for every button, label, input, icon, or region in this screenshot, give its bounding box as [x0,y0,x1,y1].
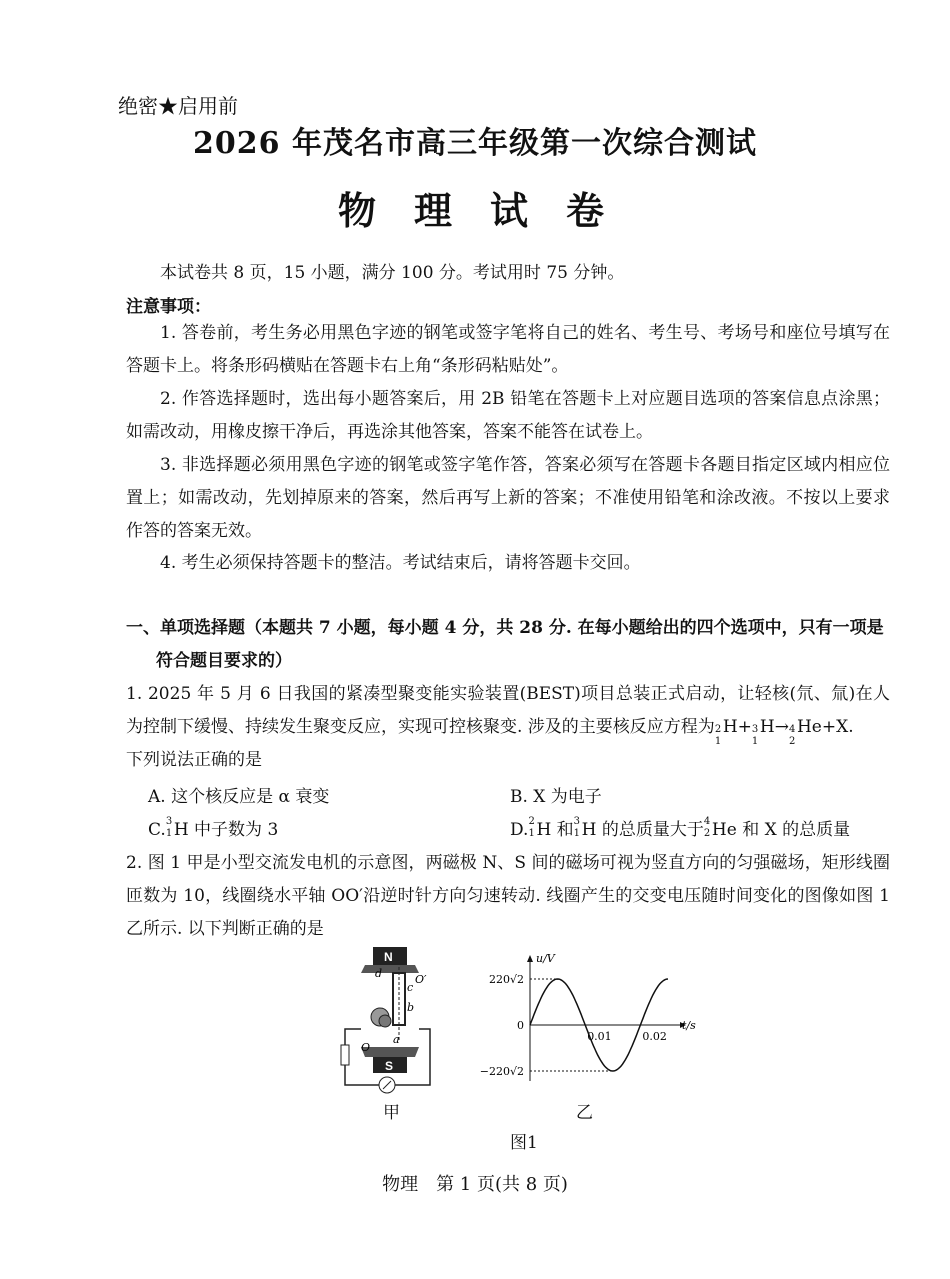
nuclide-he4: 4 2 [788,724,796,747]
x-tick-label: 0.01 [587,1030,612,1043]
subject-title: 物理试卷 [337,188,642,233]
option-b[interactable]: B. X 为电子 [510,787,602,807]
option-d[interactable]: D. 2 1 H 和 3 1 H 的总质量大于 4 2 He 和 X 的总质量 [510,816,851,840]
caption-left: 甲 [383,1103,400,1123]
question-2: 2. 图 1 甲是小型交流发电机的示意图，两磁极 N、S 间的磁场可视为竖直方向的匀强磁场，矩形线圈匝数为 10，线圈绕水平轴 OO′沿逆时针方向匀速转动. 线圈产生的交变电压随时间变化的图像如图 1 乙所示. 以下判断正确的是 [126,853,890,939]
section-heading: 一、单项选择题（本题共 7 小题，每小题 4 分，共 28 分. 在每小题给出的四个选项中，只有一项是符合题目要求的） [126,618,884,671]
note-item-4: 4. 考生必须保持答题卡的整洁。考试结束后，请将答题卡交回。 [160,553,641,573]
x-axis-label: t/s [682,1019,696,1032]
note-item-2: 2. 作答选择题时，选出每小题答案后，用 2B 铅笔在答题卡上对应题目选项的答案信息点涂黑；如需改动，用橡皮擦干净后，再选涂其他答案，答案不能答在试卷上。 [126,389,890,442]
voltage-chart [460,950,700,1100]
y-tick-label: −220√2 [479,1065,524,1078]
notes-heading: 注意事项： [126,297,211,317]
figure-caption: 图1 [510,1133,538,1153]
svg-text:d: d [375,967,383,980]
svg-text:a: a [393,1033,400,1046]
secret-label: 绝密★启用前 [118,94,238,118]
x-tick-label: 0.02 [642,1030,667,1043]
caption-right: 乙 [576,1103,593,1123]
y-axis-arrow [527,955,533,962]
y-tick-label: 220√2 [488,973,524,986]
nuclide-h3: 3 1 [751,724,759,747]
note-item-1: 1. 答卷前，考生务必用黑色字迹的钢笔或签字笔将自己的姓名、考生号、考场号和座位号填写在答题卡上。将条形码横贴在答题卡右上角“条形码粘贴处”。 [126,323,890,376]
intro-text: 本试卷共 8 页，15 小题，满分 100 分。考试用时 75 分钟。 [160,263,625,283]
svg-text:O′: O′ [415,973,427,986]
nuclide-h2: 2 1 [714,724,722,747]
y-tick-label: 0 [517,1019,524,1032]
note-item-3: 3. 非选择题必须用黑色字迹的钢笔或签字笔作答，答案必须写在答题卡各题目指定区域内相应位置上；如需改动，先划掉原来的答案，然后再写上新的答案；不准使用铅笔和涂改液。不按以上要求作答的答案无效。 [126,455,890,541]
question-1-stem-b: 下列说法正确的是 [126,750,262,770]
label-n: N [384,950,393,964]
question-1-stem: 1. 2025 年 5 月 6 日我国的紧凑型聚变能实验装置(BEST)项目总装正式启动，让轻核(氘、氚)在人为控制下缓慢、持续发生聚变反应，实现可控核聚变. 涉及的主要核反应方程为 [126,684,890,737]
option-a[interactable]: A. 这个核反应是 α 衰变 [148,787,330,807]
svg-text:c: c [407,981,414,994]
question-1: 1. 2025 年 5 月 6 日我国的紧凑型聚变能实验装置(BEST)项目总装正式启动，让轻核(氘、氚)在人为控制下缓慢、持续发生聚变反应，实现可控核聚变. 涉及的主要核反应方程为 2 1 H+ 3 1 H→ 4 2 He+X. 下列说法正确的是 [126,684,890,770]
svg-text:O: O [361,1041,371,1054]
svg-text:b: b [407,1001,415,1014]
exam-title: 2026 年茂名市高三年级第一次综合测试 [193,126,757,161]
y-axis-label: u/V [536,952,555,965]
label-s: S [385,1059,394,1073]
generator-diagram [335,945,445,1095]
page-footer: 物理 第 1 页(共 8 页) [382,1174,568,1195]
option-c[interactable]: C. 3 1 H 中子数为 3 [148,816,279,840]
